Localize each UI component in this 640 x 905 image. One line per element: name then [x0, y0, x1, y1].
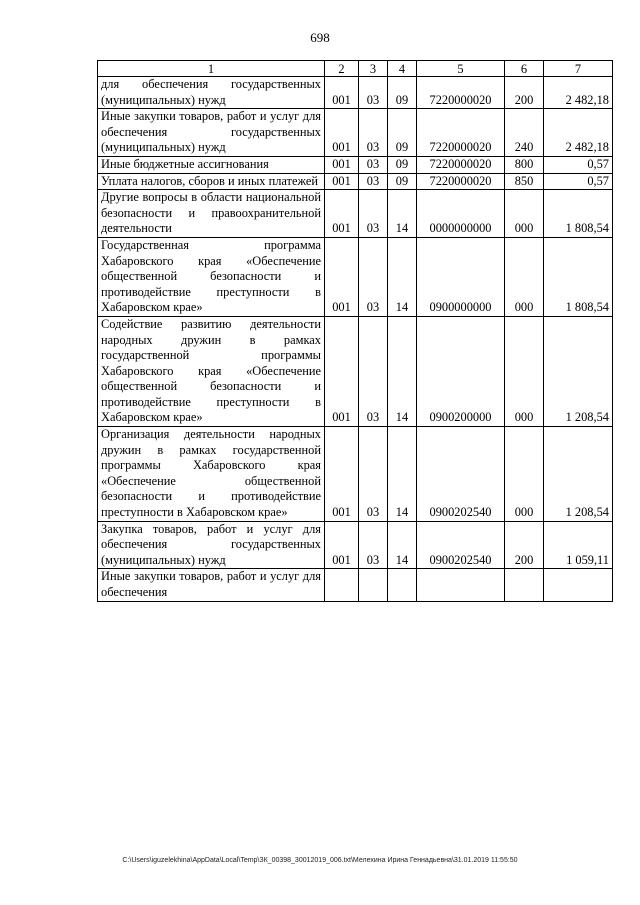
row-code-subsection: 09 [388, 156, 417, 173]
row-code-ministry: 001 [325, 521, 359, 569]
row-code-target: 0000000000 [417, 190, 505, 238]
row-amount: 2 482,18 [544, 109, 613, 157]
row-code-subsection: 14 [388, 316, 417, 426]
table-row [98, 173, 613, 190]
row-code-section: 03 [359, 77, 388, 109]
row-code-subsection: 14 [388, 190, 417, 238]
row-code-expense-type: 800 [505, 156, 544, 173]
row-code-subsection: 14 [388, 521, 417, 569]
row-code-expense-type: 000 [505, 190, 544, 238]
row-amount: 1 208,54 [544, 427, 613, 522]
row-code-section: 03 [359, 316, 388, 426]
row-code-section: 03 [359, 190, 388, 238]
row-code-ministry: 001 [325, 109, 359, 157]
table-row [98, 569, 613, 601]
row-name: Содействие развитию деятельности народных дружин в рамках государственной программы Хабаровского края «Обеспечение общественной безопасности и противодействие преступности в Хабаровском крае» [98, 316, 325, 426]
row-name: Организация деятельности народных дружин в рамках государственной программы Хабаровского края «Обеспечение общественной безопасности и противодействие преступности в Хабаровском крае» [98, 427, 325, 522]
row-code-target: 0900000000 [417, 237, 505, 316]
page-number: 698 [310, 30, 330, 45]
column-header: 3 [359, 61, 388, 77]
row-amount: 1 808,54 [544, 237, 613, 316]
row-code-ministry: 001 [325, 190, 359, 238]
row-code-ministry: 001 [325, 156, 359, 173]
column-header: 1 [98, 61, 325, 77]
row-code-expense-type: 000 [505, 427, 544, 522]
row-amount [544, 569, 613, 601]
row-code-subsection: 14 [388, 237, 417, 316]
row-code-expense-type: 850 [505, 173, 544, 190]
table-header-row [98, 61, 613, 77]
row-code-target: 0900202540 [417, 521, 505, 569]
row-code-ministry: 001 [325, 237, 359, 316]
row-code-section: 03 [359, 427, 388, 522]
row-code-ministry: 001 [325, 427, 359, 522]
row-code-target: 0900200000 [417, 316, 505, 426]
row-name: Закупка товаров, работ и услуг для обеспечения государственных (муниципальных) нужд [98, 521, 325, 569]
row-code-section: 03 [359, 237, 388, 316]
row-code-section [359, 569, 388, 601]
row-code-expense-type [505, 569, 544, 601]
row-name: Государственная программа Хабаровского края «Обеспечение общественной безопасности и противодействие преступности в Хабаровском крае» [98, 237, 325, 316]
row-code-subsection: 09 [388, 109, 417, 157]
column-header: 2 [325, 61, 359, 77]
row-code-target: 7220000020 [417, 109, 505, 157]
row-name: Иные бюджетные ассигнования [98, 156, 325, 173]
row-amount: 2 482,18 [544, 77, 613, 109]
row-code-subsection: 09 [388, 77, 417, 109]
row-code-section: 03 [359, 521, 388, 569]
row-name: Другие вопросы в области национальной безопасности и правоохранительной деятельности [98, 190, 325, 238]
table-row [98, 77, 613, 109]
row-code-expense-type: 000 [505, 316, 544, 426]
column-header: 7 [544, 61, 613, 77]
row-code-subsection [388, 569, 417, 601]
row-code-expense-type: 000 [505, 237, 544, 316]
table-row [98, 156, 613, 173]
row-code-subsection: 14 [388, 427, 417, 522]
row-name: для обеспечения государственных (муниципальных) нужд [98, 77, 325, 109]
row-name: Иные закупки товаров, работ и услуг для обеспечения [98, 569, 325, 601]
row-code-ministry: 001 [325, 77, 359, 109]
row-amount: 1 808,54 [544, 190, 613, 238]
table-row [98, 109, 613, 157]
row-code-section: 03 [359, 156, 388, 173]
table-row [98, 237, 613, 316]
table-row [98, 521, 613, 569]
row-code-target: 0900202540 [417, 427, 505, 522]
budget-table [97, 60, 613, 602]
row-code-expense-type: 200 [505, 521, 544, 569]
row-code-ministry [325, 569, 359, 601]
row-code-subsection: 09 [388, 173, 417, 190]
row-code-target: 7220000020 [417, 173, 505, 190]
table-row [98, 190, 613, 238]
row-code-target [417, 569, 505, 601]
row-amount: 0,57 [544, 173, 613, 190]
column-header: 6 [505, 61, 544, 77]
row-code-section: 03 [359, 173, 388, 190]
row-amount: 0,57 [544, 156, 613, 173]
row-code-expense-type: 200 [505, 77, 544, 109]
row-amount: 1 208,54 [544, 316, 613, 426]
row-amount: 1 059,11 [544, 521, 613, 569]
footer-file-path: C:\Users\iguzelekhina\AppData\Local\Temp\ЗК_00398_30012019_006.txt\Мелехина Ирина Геннадьевна\31.01.2019 11:55:50 [122, 857, 518, 864]
row-code-ministry: 001 [325, 173, 359, 190]
column-header: 5 [417, 61, 505, 77]
row-code-ministry: 001 [325, 316, 359, 426]
row-code-target: 7220000020 [417, 156, 505, 173]
table-row [98, 427, 613, 522]
row-name: Уплата налогов, сборов и иных платежей [98, 173, 325, 190]
row-code-target: 7220000020 [417, 77, 505, 109]
table-row [98, 316, 613, 426]
row-code-section: 03 [359, 109, 388, 157]
row-name: Иные закупки товаров, работ и услуг для обеспечения государственных (муниципальных) нужд [98, 109, 325, 157]
row-code-expense-type: 240 [505, 109, 544, 157]
column-header: 4 [388, 61, 417, 77]
